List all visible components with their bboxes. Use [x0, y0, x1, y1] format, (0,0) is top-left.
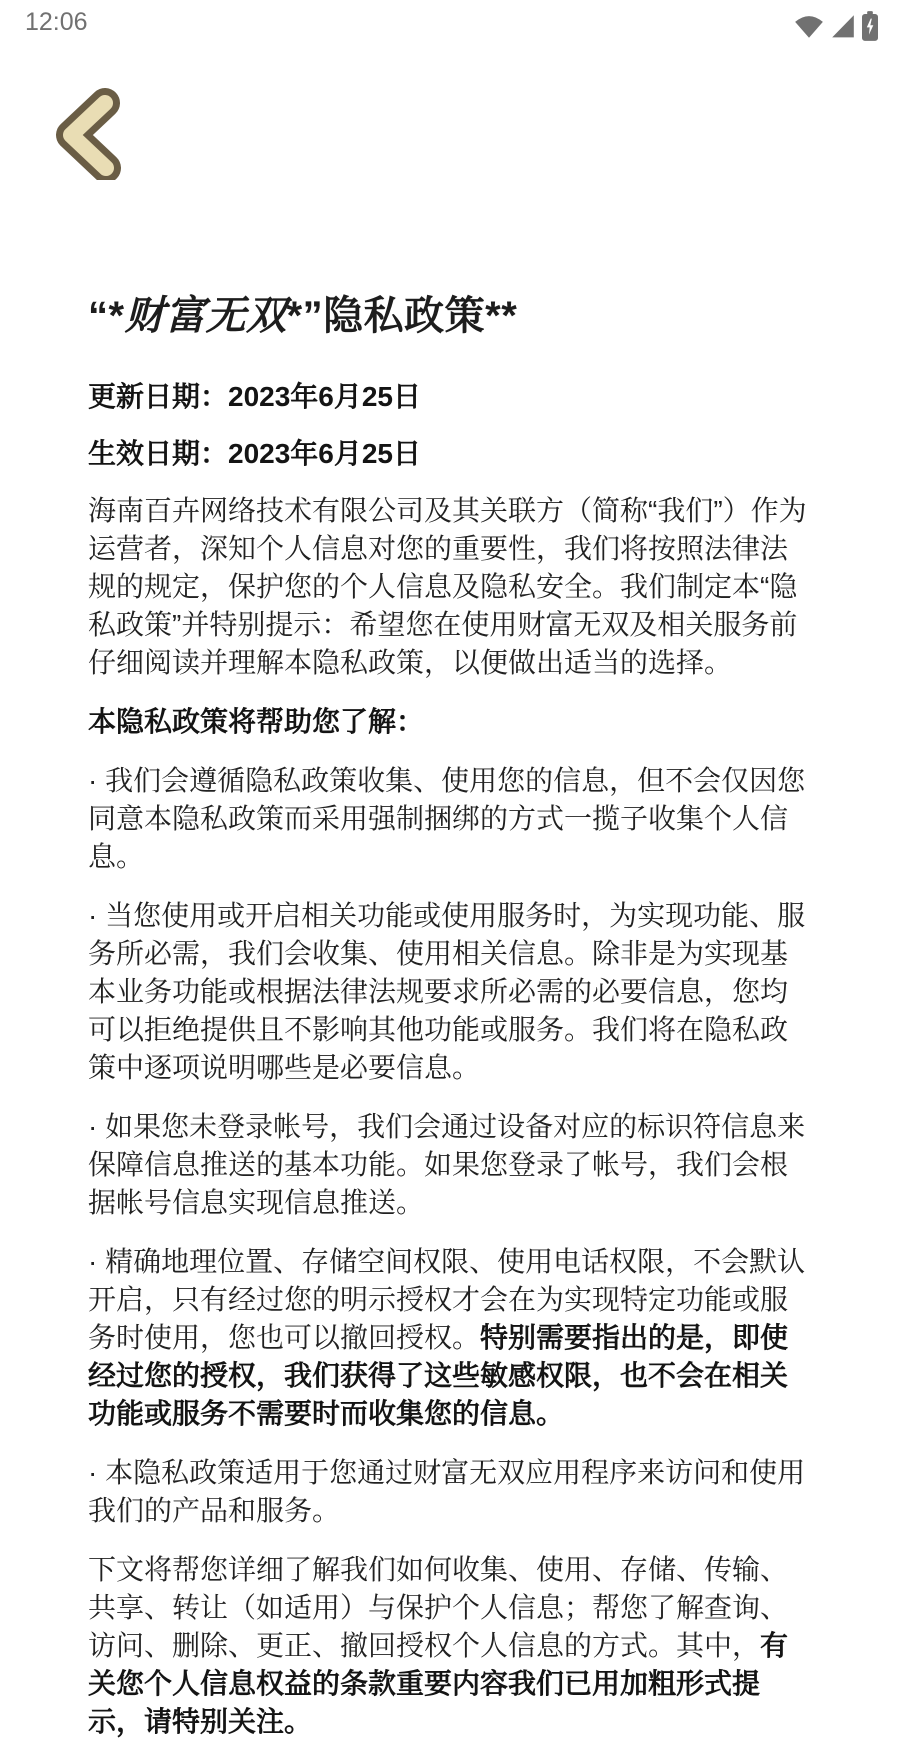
back-button[interactable] [44, 88, 136, 180]
status-time: 12:06 [25, 8, 88, 36]
policy-paragraph [88, 492, 812, 682]
policy-date [88, 378, 812, 416]
status-bar [0, 0, 900, 44]
policy-bullet [88, 762, 812, 876]
policy-bullet [88, 1243, 812, 1433]
bold-text-segment: 有关您个人信息权益的条款重要内容我们已用加粗形式提示，请特别关注。 [88, 1630, 789, 1737]
status-icons [794, 8, 878, 41]
title-app-name: 财富无双 [124, 294, 287, 338]
text-segment: · 我们会遵循隐私政策收集、使用您的信息，但不会仅因您同意本隐私政策而采用强制捆绑的方式一揽子收集个人信息。 [88, 765, 806, 872]
cellular-signal-icon [831, 13, 855, 39]
text-segment: · 当您使用或开启相关功能或使用服务时，为实现功能、服务所必需，我们会收集、使用相关信息。除非是为实现基本业务功能或根据法律法规要求所必需的必要信息，您均可以拒绝提供且不影响其他功能或服务。我们将在隐私政策中逐项说明哪些是必要信息。 [88, 900, 806, 1083]
policy-paragraph [88, 1551, 812, 1741]
text-segment: · 精确地理位置、存储空间权限、使用电话权限，不会默认开启，只有经过您的明示授权才会在为实现特定功能或服务时使用，您也可以撤回授权。 [88, 1246, 806, 1353]
bold-text-segment: 特别需要指出的是，即使经过您的授权，我们获得了这些敏感权限，也不会在相关功能或服务不需要时而收集您的信息。 [88, 1322, 789, 1429]
title-suffix: *”隐私政策** [286, 294, 518, 338]
policy-bullet [88, 1454, 812, 1530]
policy-document[interactable] [0, 292, 900, 1741]
bold-text-segment: 本隐私政策将帮助您了解： [88, 706, 425, 737]
page-title [88, 292, 812, 340]
battery-charging-icon [862, 11, 878, 41]
bold-text-segment: 更新日期：2023年6月25日 [88, 381, 422, 412]
policy-bullet [88, 897, 812, 1087]
bold-text-segment: 生效日期：2023年6月25日 [88, 438, 422, 469]
section-heading [88, 703, 812, 741]
text-segment: · 如果您未登录帐号，我们会通过设备对应的标识符信息来保障信息推送的基本功能。如果您登录了帐号，我们会根据帐号信息实现信息推送。 [88, 1111, 806, 1218]
title-prefix: “* [88, 294, 125, 338]
wifi-icon [794, 13, 824, 39]
text-segment: 下文将帮您详细了解我们如何收集、使用、存储、传输、共享、转让（如适用）与保护个人信息；帮您了解查询、访问、删除、更正、撤回授权个人信息的方式。其中， [88, 1554, 789, 1661]
policy-body [88, 378, 812, 1741]
text-segment: 海南百卉网络技术有限公司及其关联方（简称“我们”）作为运营者，深知个人信息对您的重要性，我们将按照法律法规的规定，保护您的个人信息及隐私安全。我们制定本“隐私政策”并特别提示：希望您在使用财富无双及相关服务前仔细阅读并理解本隐私政策，以便做出适当的选择。 [88, 495, 807, 678]
policy-date [88, 435, 812, 473]
policy-bullet [88, 1108, 812, 1222]
text-segment: · 本隐私政策适用于您通过财富无双应用程序来访问和使用我们的产品和服务。 [88, 1457, 806, 1526]
chevron-left-icon [44, 88, 136, 180]
